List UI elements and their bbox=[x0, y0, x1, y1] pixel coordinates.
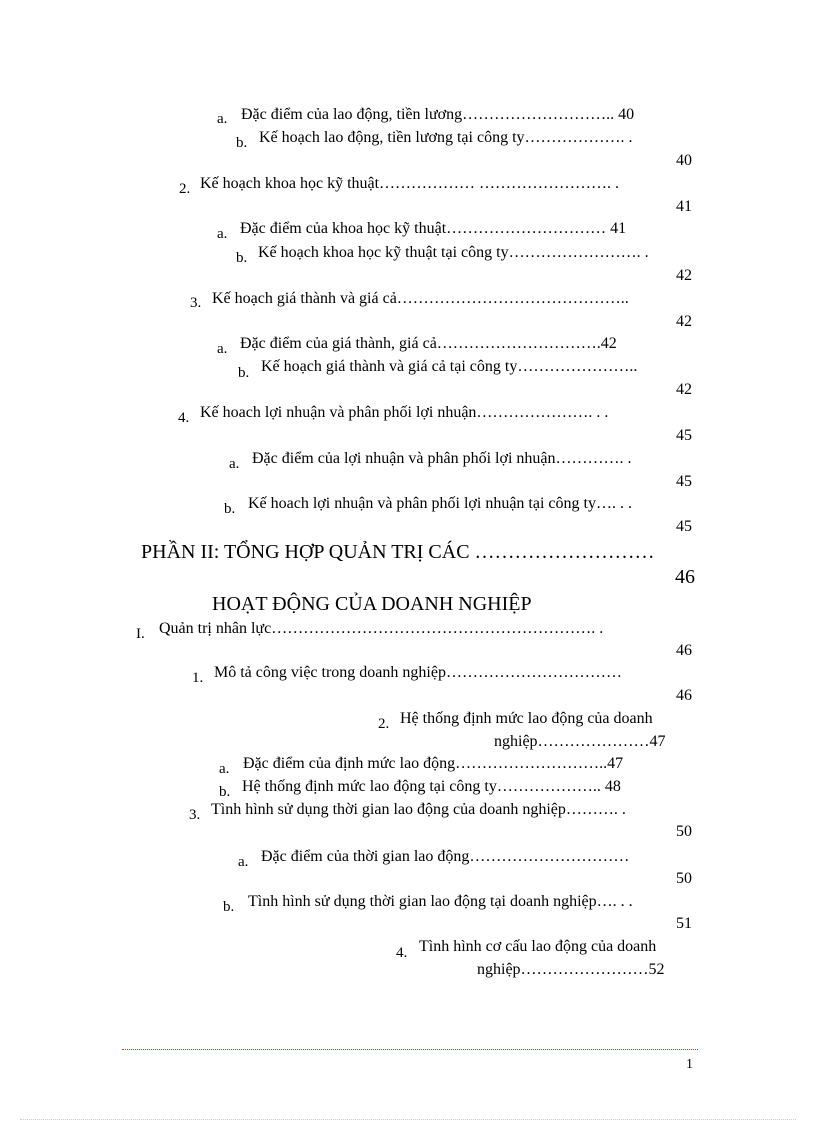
toc-marker: 1. bbox=[192, 670, 204, 686]
toc-entry: Đặc điểm của khoa học kỹ thuật………………………… 41 bbox=[240, 220, 627, 237]
page-edge-rule bbox=[20, 1119, 796, 1120]
toc-entry: Quản trị nhân lực……………………………………………………. . bbox=[159, 620, 604, 637]
toc-page-number: 46 bbox=[676, 642, 692, 659]
toc-page-number: 46 bbox=[675, 566, 695, 588]
toc-entry: Kế hoach lợi nhuận và phân phối lợi nhuận…………………. . . bbox=[200, 404, 609, 421]
toc-entry: Kế hoạch lao động, tiền lương tại công ty………………. . bbox=[259, 129, 633, 146]
toc-page-number: 45 bbox=[676, 518, 692, 535]
page-number: 1 bbox=[686, 1057, 693, 1072]
toc-entry: Kế hoạch khoa học kỹ thuật tại công ty……………………. . bbox=[258, 244, 649, 261]
toc-entry: Hệ thống định mức lao động của doanh bbox=[400, 710, 653, 727]
toc-entry: Đặc điểm của lao động, tiền lương……………………….. 40 bbox=[241, 106, 635, 123]
toc-page-number: 45 bbox=[676, 427, 692, 444]
toc-marker: a. bbox=[238, 854, 249, 870]
toc-entry: Kế hoạch khoa học kỹ thuật……………… ……………………. . bbox=[200, 175, 620, 192]
toc-marker: b. bbox=[236, 135, 248, 151]
toc-entry: Kế hoach lợi nhuận và phân phối lợi nhuận tại công ty…. . . bbox=[248, 495, 632, 512]
toc-marker: 4. bbox=[178, 410, 190, 426]
toc-marker: 3. bbox=[190, 295, 202, 311]
toc-marker: 2. bbox=[378, 716, 390, 732]
toc-marker: a. bbox=[217, 226, 228, 242]
toc-entry: Đặc điểm của thời gian lao động………………………… bbox=[261, 848, 630, 865]
toc-entry: Hệ thống định mức lao động tại công ty……………….. 48 bbox=[242, 778, 621, 795]
toc-marker: a. bbox=[217, 111, 228, 127]
toc-marker: b. bbox=[236, 250, 248, 266]
toc-page-number: 42 bbox=[676, 313, 692, 330]
toc-entry: Kế hoạch giá thành và giá cả…………………………………….. bbox=[212, 290, 629, 307]
toc-page-number: 50 bbox=[676, 823, 692, 840]
toc-entry: Tình hình sử dụng thời gian lao động tại doanh nghiệp…. . . bbox=[248, 893, 633, 910]
toc-entry: Tình hình sử dụng thời gian lao động của doanh nghiệp………. . bbox=[211, 801, 626, 818]
toc-entry: Đặc điểm của định mức lao động………………………..47 bbox=[243, 755, 624, 772]
toc-entry: Mô tả công việc trong doanh nghiệp…………………………… bbox=[214, 664, 622, 681]
toc-marker: a. bbox=[217, 341, 228, 357]
footer-rule bbox=[122, 1049, 698, 1050]
toc-entry: Đặc điểm của giá thành, giá cả………………………….42 bbox=[240, 335, 617, 352]
toc-page-number: 46 bbox=[676, 687, 692, 704]
toc-entry: Kế hoạch giá thành và giá cả tại công ty………………….. bbox=[261, 358, 638, 375]
part-heading: PHẦN II: TỔNG HỢP QUẢN TRỊ CÁC ……………………… bbox=[141, 541, 655, 563]
toc-marker: 2. bbox=[179, 181, 191, 197]
toc-page-number: 51 bbox=[676, 915, 692, 932]
toc-marker: 4. bbox=[396, 945, 408, 961]
toc-marker: 3. bbox=[189, 807, 201, 823]
toc-entry: Đặc điểm của lợi nhuận và phân phối lợi nhuận…………. . bbox=[252, 450, 632, 467]
toc-marker: a. bbox=[229, 456, 240, 472]
toc-entry: Tình hình cơ cấu lao động của doanh bbox=[419, 938, 657, 955]
toc-page-number: 42 bbox=[676, 381, 692, 398]
toc-page-number: 50 bbox=[676, 870, 692, 887]
toc-page-number: 45 bbox=[676, 473, 692, 490]
toc-marker: b. bbox=[219, 784, 231, 800]
toc-marker: b. bbox=[238, 365, 250, 381]
toc-page-number: 42 bbox=[676, 267, 692, 284]
toc-marker: b. bbox=[223, 899, 235, 915]
toc-page-number: 40 bbox=[676, 152, 692, 169]
toc-marker: b. bbox=[224, 501, 236, 517]
toc-entry: nghiệp……………………52 bbox=[477, 961, 665, 978]
toc-entry: nghiệp…………………47 bbox=[494, 733, 666, 750]
toc-marker: a. bbox=[219, 761, 230, 777]
part-heading: HOẠT ĐỘNG CỦA DOANH NGHIỆP bbox=[212, 593, 532, 615]
toc-marker: I. bbox=[136, 626, 145, 642]
toc-page-number: 41 bbox=[676, 198, 692, 215]
